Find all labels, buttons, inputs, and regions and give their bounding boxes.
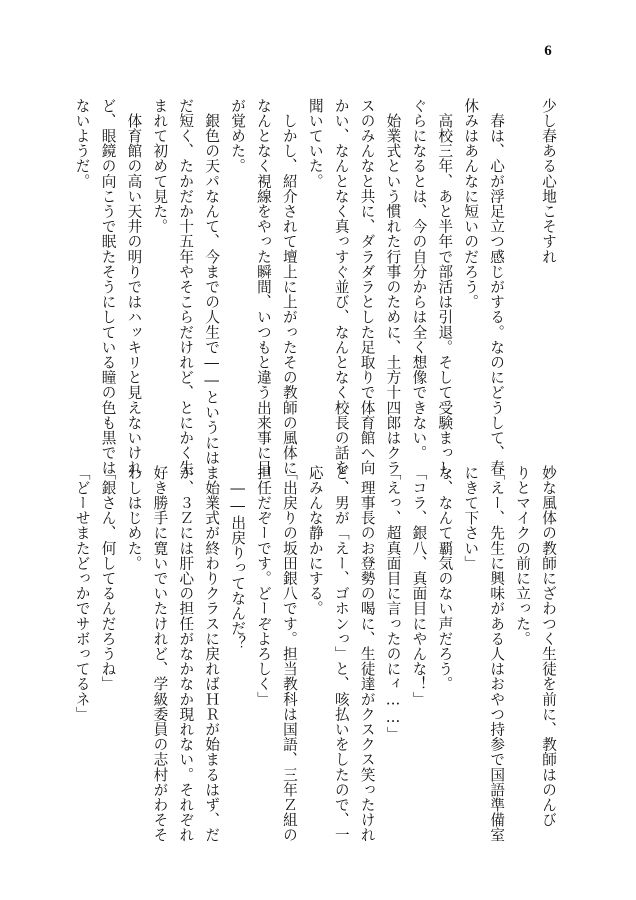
text-line: 体育館の高い天井の明りではハッキリと見えないけれ (125, 98, 143, 476)
text-line: ぐらになるとは、今の自分からは全く想像できない。 (410, 98, 428, 461)
text-line: 理事長のお登勢の喝に、生徒達がクスクス笑ったけれ (358, 465, 376, 843)
text-line: 担任だぞーです。どーぞよろしく」 (255, 465, 273, 707)
text-line: 「えー、先生に興味がある人はおやつ持参で国語準備室 (488, 465, 506, 843)
text-line: だ短く、たかだか十五年やそこらだけれど、とにかく生 (177, 98, 195, 476)
text-line: スのみんなと共に、ダラダラとした足取りで体育館へ向 (358, 98, 376, 476)
text-line: 聞いていた。 (306, 98, 324, 189)
text-line: 妙な風体の教師にざわつく生徒を前に、教師はのんび (540, 465, 557, 828)
text-line: 高校三年、あと半年で部活は引退。そして受験まっし (436, 98, 454, 476)
text-line: 「どーせまたどっかでサボってるネ」 (73, 465, 91, 722)
page-number: 6 (544, 43, 552, 59)
text-line: ど、眼鏡の向こうで眠たそうにしている瞳の色も黒では (99, 98, 117, 476)
text-line: な、なんて覇気のない声だろう。 (436, 465, 454, 692)
text-line: なんとなく視線をやった瞬間、いつもと違う出来事に目 (254, 98, 272, 476)
text-line: 銀色の天パなんて、今までの人生で――というにはま (203, 98, 221, 481)
text-line: にきて下さい」 (462, 465, 480, 571)
text-line: 好き勝手に寛いでいたけれど、学級委員の志村がわそそ (151, 465, 169, 843)
chapter-heading: 少し春ある心地こそすれ (540, 98, 557, 265)
text-line: 「コラ、銀八、真面目にやんな！」 (410, 465, 428, 707)
text-line: 応みんな静かにする。 (306, 465, 324, 616)
text-line: まれて初めて見た。 (151, 98, 169, 234)
text-block-bottom (73, 465, 561, 843)
text-line: が覚めた。 (229, 98, 247, 174)
text-line: が、３Ｚには肝心の担任がなかなか現れない。それぞれ (177, 465, 195, 843)
text-line: 「銀さん、何してるんだろうね」 (99, 465, 117, 692)
text-line: ――出戻りってなんだ？ (229, 465, 247, 651)
text-line: ど、男が「えー、ゴホンっ」と、咳払いをしたので、一 (332, 465, 350, 843)
text-line: かい、なんとなく真っすぐ並び、なんとなく校長の話を (332, 98, 350, 476)
text-line: しかし、紹介されて壇上に上がったその教師の風体に (280, 98, 298, 476)
text-block-top (73, 98, 561, 481)
text-line: 休みはあんなに短いのだろう。 (462, 98, 480, 310)
text-line: ないようだ。 (73, 98, 91, 189)
text-line: 始業式という慣れた行事のために、土方十四郎はクラ (384, 98, 402, 476)
text-line: 「えっ、超真面目に言ったのにィ……」 (384, 465, 402, 742)
text-line: りとマイクの前に立った。 (514, 465, 532, 647)
text-line: 「出戻りの坂田銀八です。担当教科は国語、三年Ｚ組の (280, 465, 298, 843)
text-line: 春は、心が浮足立つ感じがする。なのにどうして、春 (488, 98, 506, 476)
text-line: わしはじめた。 (125, 465, 143, 571)
text-line: 始業式が終わりクラスに戻ればＨＲが始まるはず、だ (203, 465, 221, 843)
